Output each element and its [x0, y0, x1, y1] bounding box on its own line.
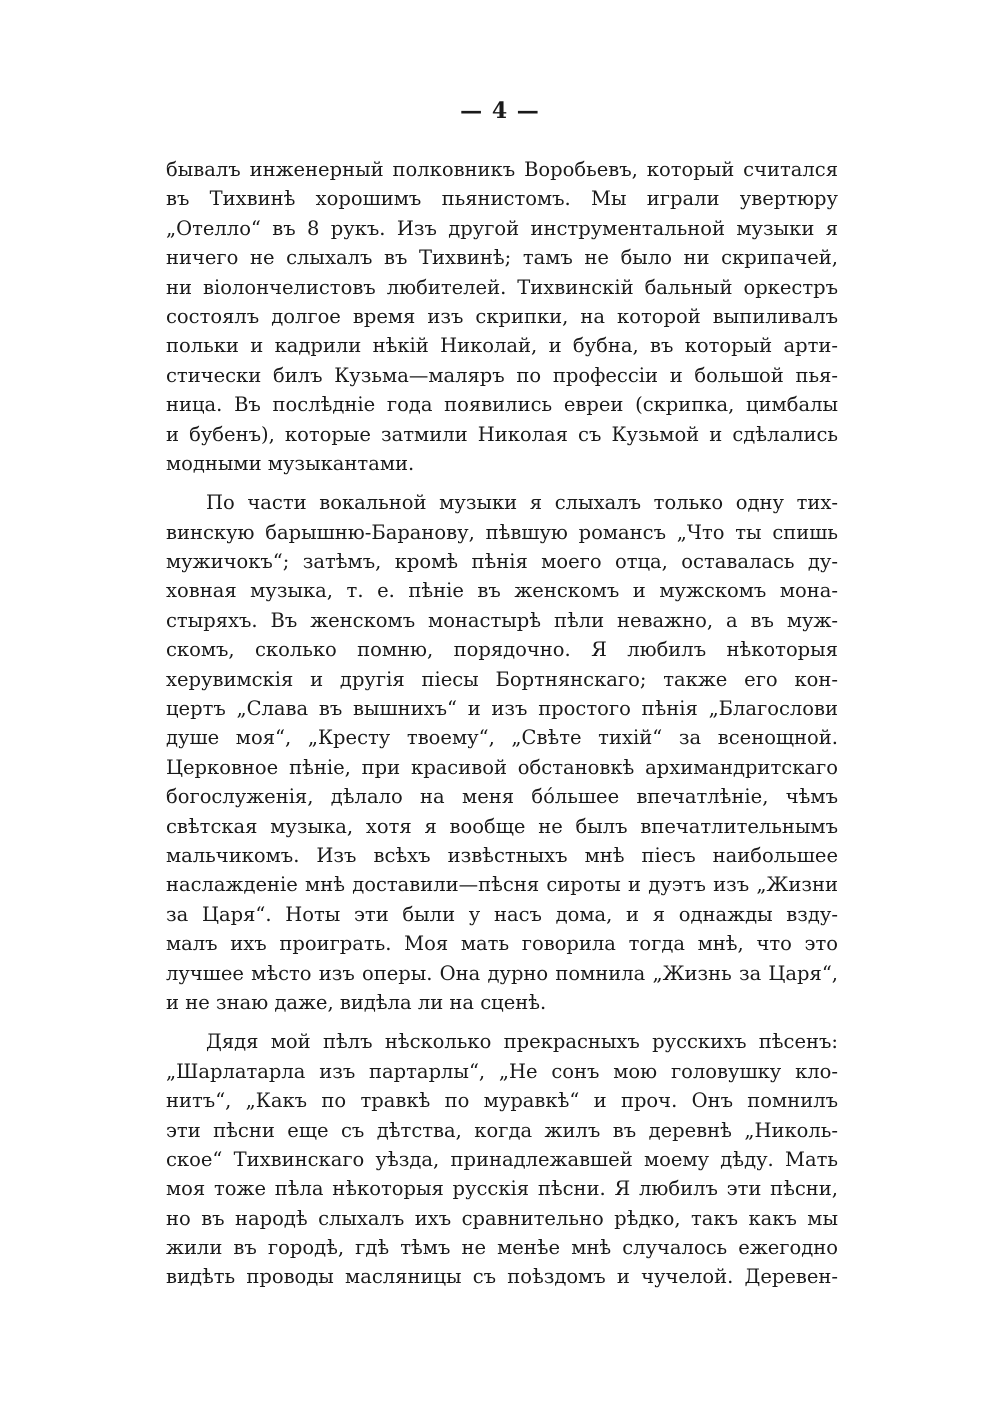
- text-line: мужичокъ“; затѣмъ, кромѣ пѣнія моего отца, оставалась ду-: [166, 550, 838, 574]
- paragraph-2: [166, 488, 838, 1017]
- text-line: Дядя мой пѣлъ нѣсколько прекрасныхъ русскихъ пѣсенъ:: [206, 1030, 838, 1054]
- text-line: моя тоже пѣла нѣкоторыя русскія пѣсни. Я любилъ эти пѣсни,: [166, 1177, 838, 1201]
- text-line: цертъ „Слава въ вышнихъ“ и изъ простого пѣнія „Благослови: [166, 697, 838, 721]
- text-line: богослуженія, дѣлало на меня бóльшее впечатлѣніе, чѣмъ: [166, 785, 838, 809]
- text-line: стически билъ Кузьма—маляръ по профессіи и большой пья-: [166, 363, 838, 387]
- text-line: жили въ городѣ, гдѣ тѣмъ не менѣе мнѣ случалось ежегодно: [166, 1236, 838, 1260]
- text-line: и не знаю даже, видѣла ли на сценѣ.: [166, 990, 547, 1014]
- text-line: за Царя“. Ноты эти были у насъ дома, и я однажды взду-: [166, 902, 838, 926]
- text-line: модными музыкантами.: [166, 451, 415, 475]
- text-line: ховная музыка, т. е. пѣніе въ женскомъ и мужскомъ мона-: [166, 579, 838, 603]
- text-line: душе моя“, „Кресту твоему“, „Свѣте тихій“ за всенощной.: [166, 726, 838, 750]
- text-line: стыряхъ. Въ женскомъ монастырѣ пѣли неважно, а въ муж-: [166, 608, 838, 632]
- text-line: По части вокальной музыки я слыхалъ только одну тих-: [206, 491, 838, 515]
- text-line: польки и кадрили нѣкій Николай, и бубна, въ который арти-: [166, 334, 838, 358]
- text-line: лучшее мѣсто изъ оперы. Она дурно помнила „Жизнь за Царя“,: [166, 961, 838, 985]
- paragraph-1: [166, 155, 838, 478]
- text-line: скомъ, сколько помню, порядочно. Я любилъ нѣкоторыя: [166, 638, 838, 662]
- text-line: ница. Въ послѣдніе года появились евреи (скрипка, цимбалы: [166, 393, 838, 417]
- text-line: состоялъ долгое время изъ скрипки, на которой выпиливалъ: [166, 304, 838, 328]
- text-line: свѣтская музыка, хотя я вообще не былъ впечатлительнымъ: [166, 814, 838, 838]
- text-line: „Шарлатарла изъ партарлы“, „Не сонъ мою головушку кло-: [166, 1059, 838, 1083]
- text-line: нитъ“, „Какъ по травкѣ по муравкѣ“ и проч. Онъ помнилъ: [166, 1089, 838, 1113]
- text-line: ничего не слыхалъ въ Тихвинѣ; тамъ не было ни скрипачей,: [166, 246, 838, 270]
- text-line: видѣть проводы масляницы съ поѣздомъ и чучелой. Деревен-: [166, 1265, 838, 1289]
- text-line: въ Тихвинѣ хорошимъ пьянистомъ. Мы играли увертюру: [166, 187, 838, 211]
- text-line: „Отелло“ въ 8 рукъ. Изъ другой инструментальной музыки я: [166, 216, 838, 240]
- text-line: херувимскія и другія піесы Бортнянскаго; также его кон-: [166, 667, 838, 691]
- text-line: эти пѣсни еще съ дѣтства, когда жилъ въ деревнѣ „Николь-: [166, 1118, 838, 1142]
- text-line: малъ ихъ проиграть. Моя мать говорила тогда мнѣ, что это: [166, 932, 838, 956]
- text-line: и бубенъ), которые затмили Николая съ Кузьмой и сдѣлались: [166, 422, 838, 446]
- text-line: мальчикомъ. Изъ всѣхъ извѣстныхъ мнѣ піесъ наибольшее: [166, 843, 838, 867]
- paragraph-3: [166, 1027, 838, 1292]
- text-line: ское“ Тихвинскаго уѣзда, принадлежавшей моему дѣду. Мать: [166, 1147, 838, 1171]
- text-line: ни віолончелистовъ любителей. Тихвинскій бальный оркестръ: [166, 275, 838, 299]
- page-number: — 4 —: [460, 98, 540, 124]
- text-line: но въ народѣ слыхалъ ихъ сравнительно рѣдко, такъ какъ мы: [166, 1206, 838, 1230]
- text-line: винскую барышню-Баранову, пѣвшую романсъ „Что ты спишь: [166, 520, 838, 544]
- body-text: [166, 155, 838, 1292]
- text-line: бывалъ инженерный полковникъ Воробьевъ, который считался: [166, 158, 838, 181]
- text-line: Церковное пѣніе, при красивой обстановкѣ архимандритскаго: [166, 755, 838, 779]
- text-line: наслажденіе мнѣ доставили—пѣсня сироты и дуэтъ изъ „Жизни: [166, 873, 838, 897]
